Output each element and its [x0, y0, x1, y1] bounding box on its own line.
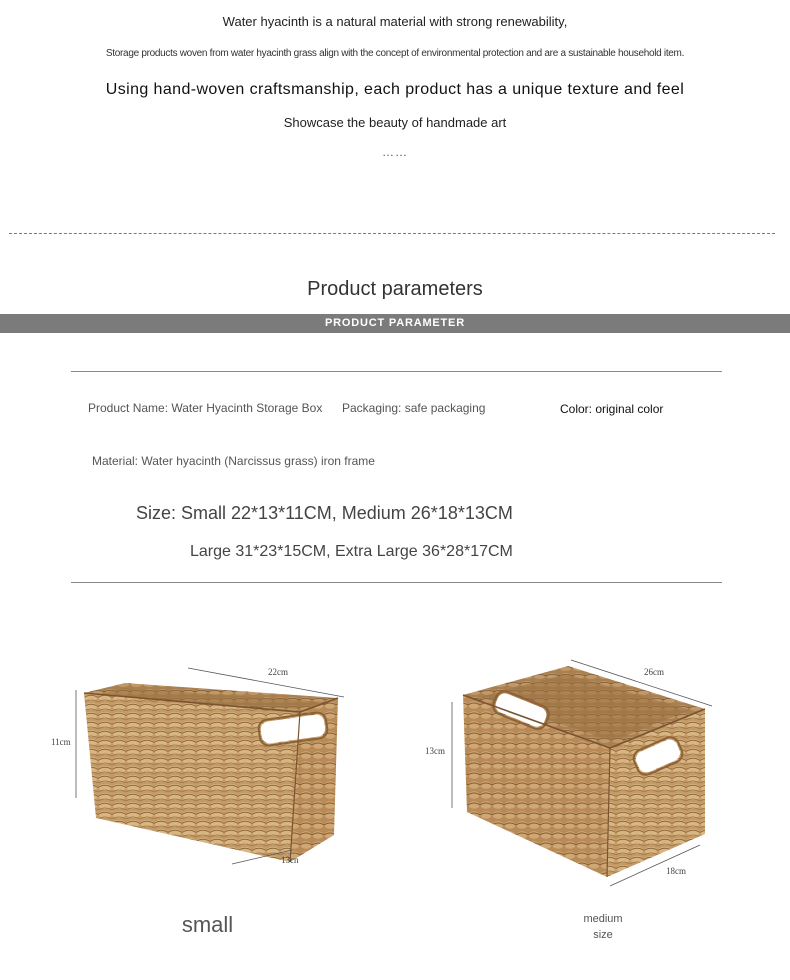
- param-packaging: Packaging: safe packaging: [342, 401, 486, 415]
- medium-dim-width: 18cm: [666, 866, 686, 876]
- section-banner: PRODUCT PARAMETER: [0, 314, 790, 333]
- small-size-label: small: [181, 912, 234, 937]
- small-dim-height: 11cm: [51, 737, 71, 747]
- param-product-name: Product Name: Water Hyacinth Storage Box: [88, 401, 323, 415]
- medium-size-label: [570, 911, 636, 943]
- small-dim-width: 13cn: [281, 855, 299, 865]
- intro-ellipsis: ……: [382, 145, 408, 159]
- medium-size-label-line-1: medium: [583, 913, 623, 925]
- small-dim-length: 22cm: [268, 667, 288, 677]
- param-size-line-2: Large 31*23*15CM, Extra Large 36*28*17CM: [190, 543, 513, 560]
- intro-line-environment: Storage products woven from water hyacinth grass align with the concept of environmental protection and are a sustainable household item.: [105, 48, 685, 59]
- section-title: Product parameters: [307, 278, 483, 300]
- medium-dim-length: 26cm: [644, 667, 664, 677]
- param-size-line-1: Size: Small 22*13*11CM, Medium 26*18*13CM: [136, 503, 513, 523]
- intro-line-handmade: Showcase the beauty of handmade art: [283, 115, 507, 130]
- medium-dim-height: 13cm: [425, 746, 445, 756]
- param-material: Material: Water hyacinth (Narcissus grass) iron frame: [92, 454, 375, 468]
- intro-line-renewability: Water hyacinth is a natural material with strong renewability,: [222, 14, 568, 29]
- intro-line-craftsmanship: Using hand-woven craftsmanship, each product has a unique texture and feel: [105, 81, 685, 98]
- medium-size-label-line-2: size: [593, 929, 613, 941]
- param-color: Color: original color: [560, 402, 664, 416]
